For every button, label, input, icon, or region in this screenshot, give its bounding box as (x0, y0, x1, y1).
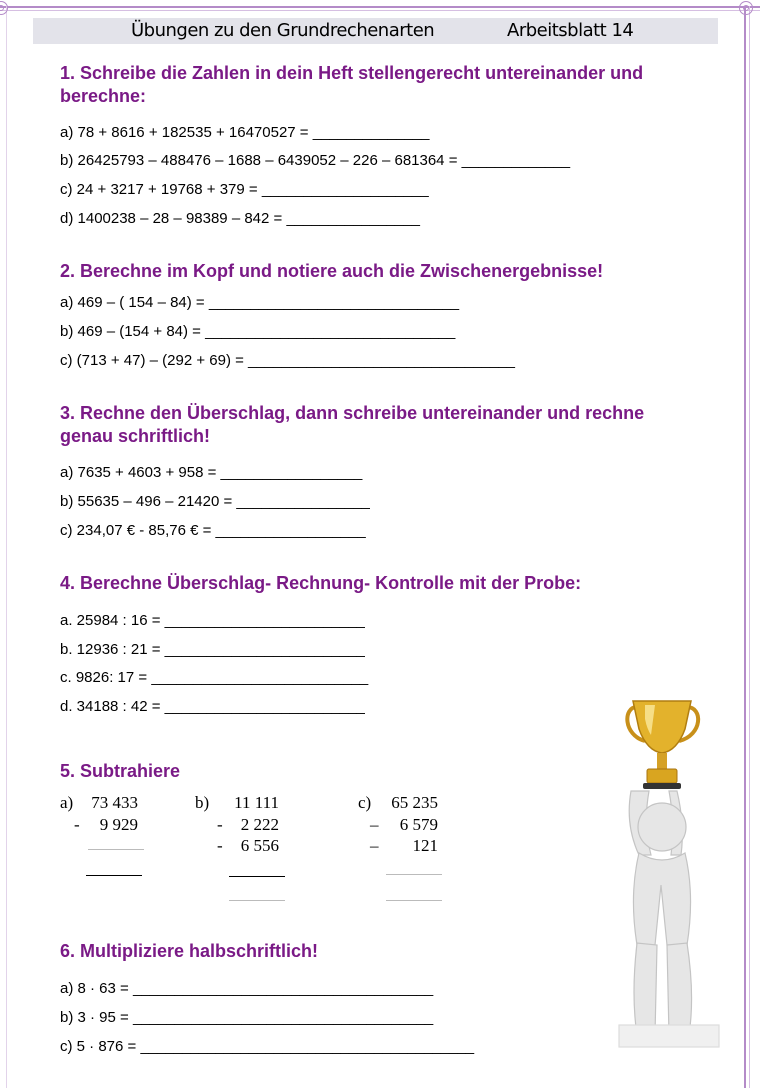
person-figure (619, 791, 719, 1047)
subtrahend: 6 556 (240, 836, 279, 855)
worksheet-title: Übungen zu den Grundrechenarten (131, 20, 435, 41)
answer-line (229, 900, 285, 901)
minus-sign: - (217, 836, 223, 855)
task-1d: d) 1400238 – 28 – 98389 – 842 = ________________ (60, 210, 420, 227)
subtraction-label: a) (60, 793, 74, 812)
subtrahend: 2 222 (240, 815, 279, 834)
page-border-top-inner (0, 10, 760, 11)
minus-sign: – (370, 836, 379, 855)
section-1-heading: 1. Schreibe die Zahlen in dein Heft stellengerecht untereinander und berechne: (60, 63, 644, 106)
task-6c: c) 5 · 876 = ________________________________________ (60, 1038, 475, 1055)
subtrahend: 121 (412, 836, 438, 855)
result-line (386, 874, 442, 875)
task-2b: b) 469 – (154 + 84) = ______________________________ (60, 323, 456, 340)
worksheet-number: Arbeitsblatt 14 (507, 20, 634, 41)
task-3a: a) 7635 + 4603 + 958 = _________________ (60, 464, 363, 481)
minus-sign: – (370, 815, 379, 834)
task-4d: d. 34188 : 42 = ________________________ (60, 698, 365, 715)
minuend: 65 235 (391, 793, 438, 812)
minuend: 73 433 (91, 793, 138, 812)
task-4a: a. 25984 : 16 = ________________________ (60, 612, 365, 629)
task-3c: c) 234,07 € - 85,76 € = __________________ (60, 522, 366, 539)
subtraction-task-a (60, 792, 150, 892)
result-line (86, 875, 142, 876)
minus-sign: - (74, 815, 80, 834)
subtraction-label: b) (195, 793, 210, 812)
task-2c: c) (713 + 47) – (292 + 69) = ________________________________ (60, 352, 515, 369)
subtraction-task-b (195, 792, 295, 902)
minus-sign: - (217, 815, 223, 834)
answer-line (88, 849, 144, 850)
task-6b: b) 3 · 95 = ____________________________________ (60, 1009, 434, 1026)
section-2-heading: 2. Berechne im Kopf und notiere auch die Zwischenergebnisse! (60, 261, 604, 281)
page-border-left (6, 6, 7, 1088)
task-4b: b. 12936 : 21 = ________________________ (60, 641, 365, 658)
page-border-right-inner (749, 6, 750, 1088)
section-4-heading: 4. Berechne Überschlag- Rechnung- Kontrolle mit der Probe: (60, 573, 582, 593)
task-1a: a) 78 + 8616 + 182535 + 16470527 = ______________ (60, 124, 430, 141)
answer-line (386, 900, 442, 901)
task-2a: a) 469 – ( 154 – 84) = ______________________________ (60, 294, 460, 311)
trophy-figure-illustration (615, 695, 725, 1050)
subtrahend: 6 579 (399, 815, 438, 834)
minuend: 11 111 (234, 793, 279, 812)
task-1b: b) 26425793 – 488476 – 1688 – 6439052 – 226 – 681364 = _____________ (60, 152, 571, 169)
task-6a: a) 8 · 63 = ____________________________________ (60, 980, 434, 997)
section-5-heading: 5. Subtrahiere (60, 761, 181, 781)
section-3-heading: 3. Rechne den Überschlag, dann schreibe untereinander und rechne genau schriftlich! (60, 403, 645, 446)
subtrahend: 9 929 (99, 815, 138, 834)
subtraction-label: c) (358, 793, 372, 812)
result-line (229, 876, 285, 877)
corner-ornament-right (739, 1, 753, 15)
task-3b: b) 55635 – 496 – 21420 = ________________ (60, 493, 370, 510)
page-border-right (744, 6, 746, 1088)
task-4c: c. 9826: 17 = __________________________ (60, 669, 369, 686)
worksheet-header (33, 18, 718, 44)
trophy-icon (627, 701, 698, 789)
page-border-top (0, 6, 760, 8)
subtraction-task-c (358, 792, 458, 902)
section-6-heading: 6. Multipliziere halbschriftlich! (60, 941, 319, 961)
task-1c: c) 24 + 3217 + 19768 + 379 = ____________________ (60, 181, 429, 198)
